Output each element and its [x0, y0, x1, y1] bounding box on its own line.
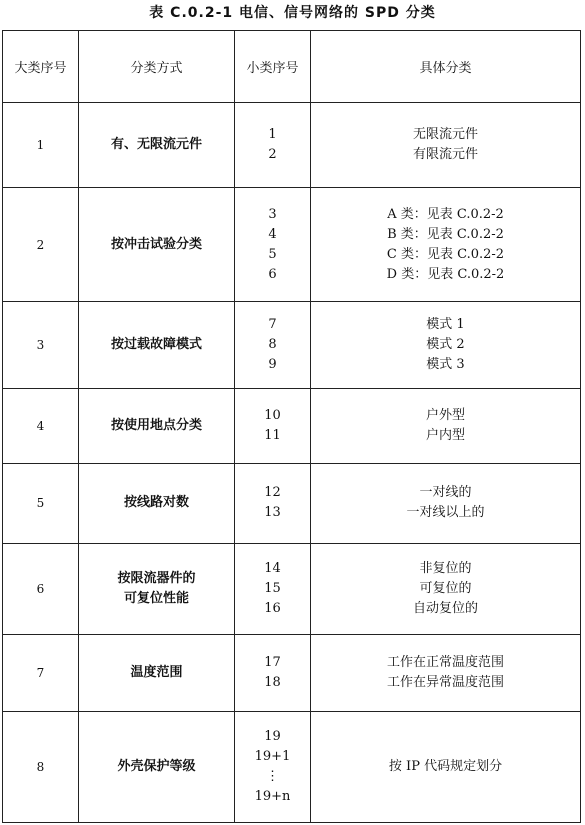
major-no-cell: 1 — [3, 103, 79, 188]
detail-line: 模式 3 — [426, 357, 465, 373]
table-body — [3, 103, 581, 823]
major-no-cell: 4 — [3, 389, 79, 463]
method-cell — [79, 187, 235, 302]
major-no-cell: 6 — [3, 544, 79, 635]
minor-no-line: 10 — [264, 407, 281, 423]
minor-no-cell — [235, 103, 311, 188]
minor-no-cell — [235, 463, 311, 544]
method-cell — [79, 302, 235, 389]
major-no-cell: 7 — [3, 635, 79, 711]
detail-line: 工作在正常温度范围 — [386, 654, 504, 670]
minor-no-cell — [235, 302, 311, 389]
detail-cell — [311, 302, 581, 389]
minor-no-cell — [235, 389, 311, 463]
detail-line: C 类：见表 C.0.2-2 — [386, 246, 505, 262]
detail-cell — [311, 544, 581, 635]
minor-no-cell — [235, 635, 311, 711]
detail-line: 工作在异常温度范围 — [386, 674, 504, 690]
minor-no-line: 16 — [264, 601, 281, 617]
detail-line: A 类：见表 C.0.2-2 — [387, 206, 504, 222]
method-cell — [79, 463, 235, 544]
minor-no-line: 18 — [264, 674, 281, 690]
detail-cell — [311, 103, 581, 188]
method-line: 按过载故障模式 — [110, 337, 202, 353]
method-line: 按限流器件的 — [117, 571, 196, 587]
header-detail: 具体分类 — [311, 31, 581, 103]
method-cell — [79, 103, 235, 188]
minor-no-line: 19+n — [254, 788, 291, 804]
method-line: 可复位性能 — [123, 591, 189, 607]
detail-line: 一对线的 — [419, 485, 472, 501]
minor-no-line: 12 — [264, 485, 281, 501]
method-line: 按冲击试验分类 — [110, 236, 202, 252]
table-row — [3, 463, 581, 544]
method-cell — [79, 544, 235, 635]
table-row — [3, 389, 581, 463]
minor-no-cell — [235, 544, 311, 635]
table-row — [3, 302, 581, 389]
spd-classification-table — [2, 30, 581, 823]
detail-line: 无限流元件 — [412, 126, 478, 142]
table-row — [3, 635, 581, 711]
detail-line: 非复位的 — [419, 561, 472, 577]
detail-line: B 类：见表 C.0.2-2 — [387, 226, 504, 242]
detail-line: 一对线以上的 — [406, 505, 485, 521]
table-row — [3, 103, 581, 188]
detail-cell — [311, 711, 581, 822]
detail-line: 可复位的 — [419, 581, 472, 597]
detail-line: 户内型 — [425, 427, 465, 443]
detail-line: 自动复位的 — [412, 601, 478, 617]
detail-line: 户外型 — [425, 407, 465, 423]
detail-line: D 类：见表 C.0.2-2 — [386, 266, 505, 282]
table-row — [3, 187, 581, 302]
major-no-cell: 3 — [3, 302, 79, 389]
header-method: 分类方式 — [79, 31, 235, 103]
detail-cell — [311, 463, 581, 544]
detail-line: 模式 2 — [426, 337, 465, 353]
major-no-cell: 8 — [3, 711, 79, 822]
minor-no-line: 14 — [264, 561, 281, 577]
minor-no-line: 11 — [264, 427, 281, 443]
method-line: 外壳保护等级 — [117, 758, 196, 774]
method-line: 有、无限流元件 — [110, 136, 202, 152]
minor-no-line: ⋮ — [266, 768, 279, 784]
method-line: 按使用地点分类 — [110, 417, 202, 433]
major-no-cell: 2 — [3, 187, 79, 302]
detail-cell — [311, 635, 581, 711]
minor-no-line: 2 — [268, 146, 277, 162]
minor-no-line: 5 — [268, 246, 277, 262]
detail-line: 按 IP 代码规定划分 — [388, 758, 503, 774]
detail-cell — [311, 187, 581, 302]
header-minor-no: 小类序号 — [235, 31, 311, 103]
minor-no-line: 9 — [268, 357, 277, 373]
minor-no-line: 17 — [264, 654, 281, 670]
major-no-cell: 5 — [3, 463, 79, 544]
table-row — [3, 544, 581, 635]
method-cell — [79, 711, 235, 822]
minor-no-line: 8 — [268, 337, 277, 353]
header-major-no: 大类序号 — [3, 31, 79, 103]
minor-no-line: 13 — [264, 505, 281, 521]
table-row — [3, 711, 581, 822]
table-caption: 表 C.0.2-1 电信、信号网络的 SPD 分类 — [149, 5, 436, 21]
method-cell — [79, 389, 235, 463]
minor-no-line: 3 — [268, 206, 277, 222]
header-row — [3, 31, 581, 103]
minor-no-cell — [235, 187, 311, 302]
detail-line: 模式 1 — [426, 317, 465, 333]
minor-no-cell — [235, 711, 311, 822]
minor-no-line: 19 — [264, 728, 281, 744]
minor-no-line: 6 — [268, 266, 277, 282]
method-line: 按线路对数 — [123, 495, 189, 511]
method-cell — [79, 635, 235, 711]
minor-no-line: 4 — [268, 226, 277, 242]
detail-line: 有限流元件 — [412, 146, 478, 162]
minor-no-line: 1 — [268, 126, 277, 142]
minor-no-line: 19+1 — [254, 748, 291, 764]
method-line: 温度范围 — [130, 664, 183, 680]
minor-no-line: 7 — [268, 317, 277, 333]
minor-no-line: 15 — [264, 581, 281, 597]
detail-cell — [311, 389, 581, 463]
